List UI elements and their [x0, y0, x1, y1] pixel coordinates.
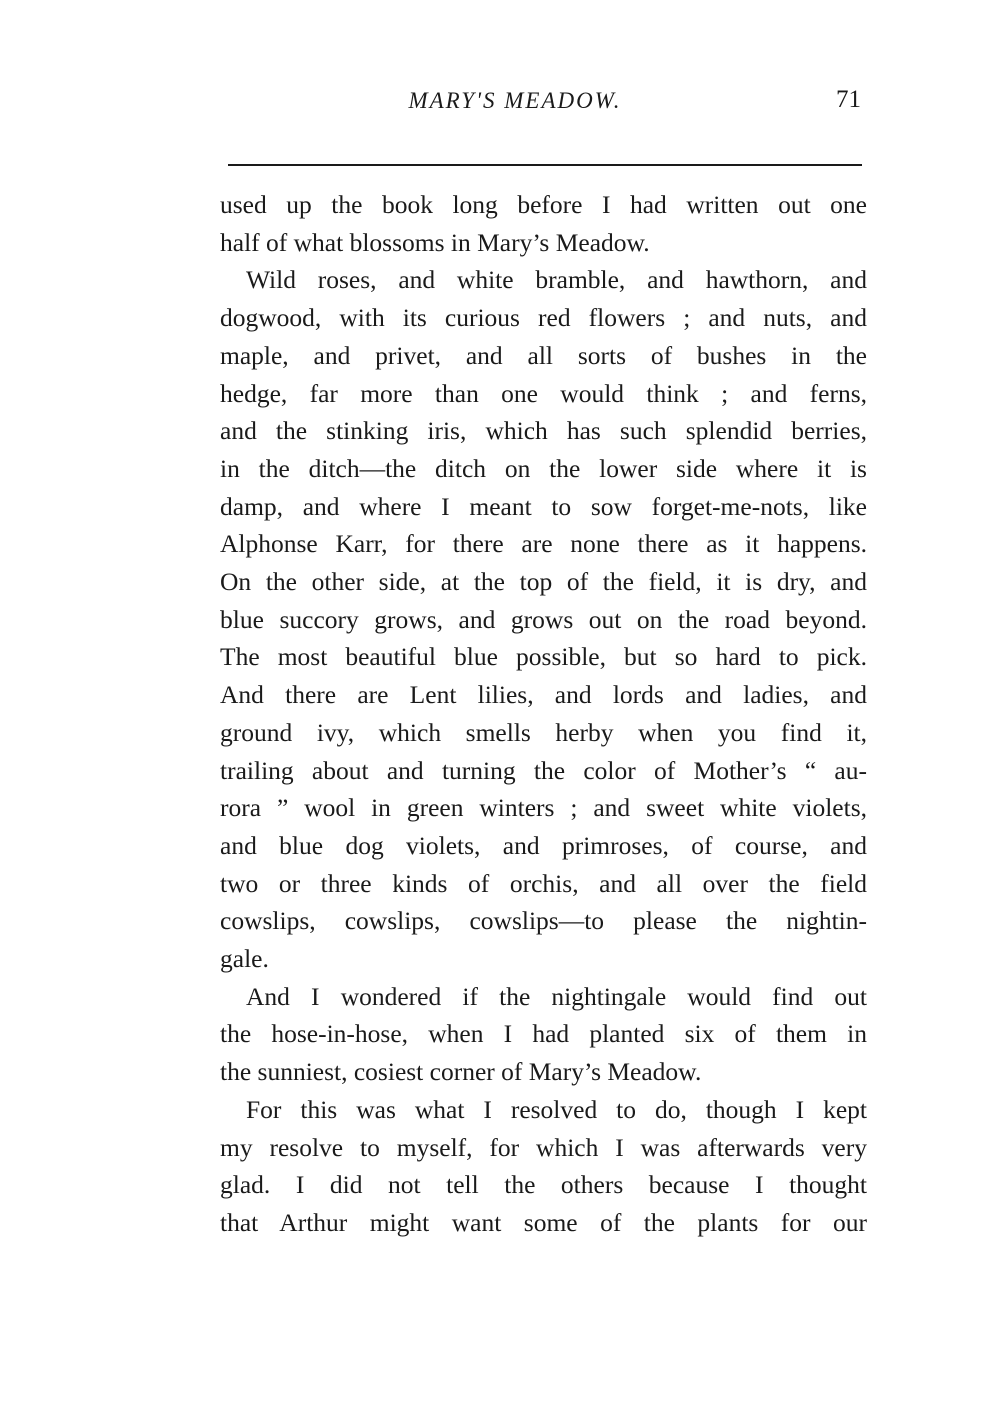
text-line: blue succory grows, and grows out on the road beyond.: [220, 604, 867, 634]
text-line: half of what blossoms in Mary’s Meadow.: [220, 227, 650, 257]
text-line: cowslips, cowslips, cowslips—to please the nightin-: [220, 906, 867, 936]
text-line: gale.: [220, 944, 269, 973]
text-line: used up the book long before I had written out one: [220, 190, 867, 219]
text-line: Wild roses, and white bramble, and hawthorn, and: [246, 265, 867, 295]
text-line: ground ivy, which smells herby when you find it,: [220, 717, 867, 747]
text-line: And I wondered if the nightingale would find out: [246, 981, 867, 1011]
header-rule: [228, 164, 862, 166]
text-line: dogwood, with its curious red flowers ; and nuts, and: [220, 303, 867, 333]
text-line: two or three kinds of orchis, and all over the field: [220, 868, 867, 898]
text-line: Alphonse Karr, for there are none there as it happens.: [220, 529, 867, 559]
text-line: hedge, far more than one would think ; and ferns,: [220, 378, 867, 408]
text-line: For this was what I resolved to do, though I kept: [246, 1094, 867, 1124]
text-line: rora ” wool in green winters ; and sweet white violets,: [220, 793, 867, 823]
text-line: and the stinking iris, which has such splendid berries,: [220, 416, 867, 446]
text-line: and blue dog violets, and primroses, of course, and: [220, 830, 867, 860]
text-line: trailing about and turning the color of Mother’s “ au-: [220, 755, 867, 785]
text-line: maple, and privet, and all sorts of bushes in the: [220, 340, 867, 370]
text-line: the sunniest, cosiest corner of Mary’s Meadow.: [220, 1057, 702, 1087]
text-line: The most beautiful blue possible, but so hard to pick.: [220, 642, 867, 672]
text-line: my resolve to myself, for which I was afterwards very: [220, 1132, 867, 1162]
text-line: On the other side, at the top of the field, it is dry, and: [220, 567, 867, 596]
text-line: glad. I did not tell the others because I thought: [220, 1170, 867, 1200]
text-line: that Arthur might want some of the plants for our: [220, 1207, 867, 1237]
text-line: in the ditch—the ditch on the lower side where it is: [220, 453, 867, 483]
page-number: 71: [836, 86, 861, 113]
text-line: And there are Lent lilies, and lords and ladies, and: [220, 680, 867, 710]
text-line: damp, and where I meant to sow forget-me-nots, like: [220, 491, 867, 521]
text-line: the hose-in-hose, when I had planted six of them in: [220, 1019, 867, 1049]
running-title: MARY'S MEADOW.: [408, 88, 622, 113]
